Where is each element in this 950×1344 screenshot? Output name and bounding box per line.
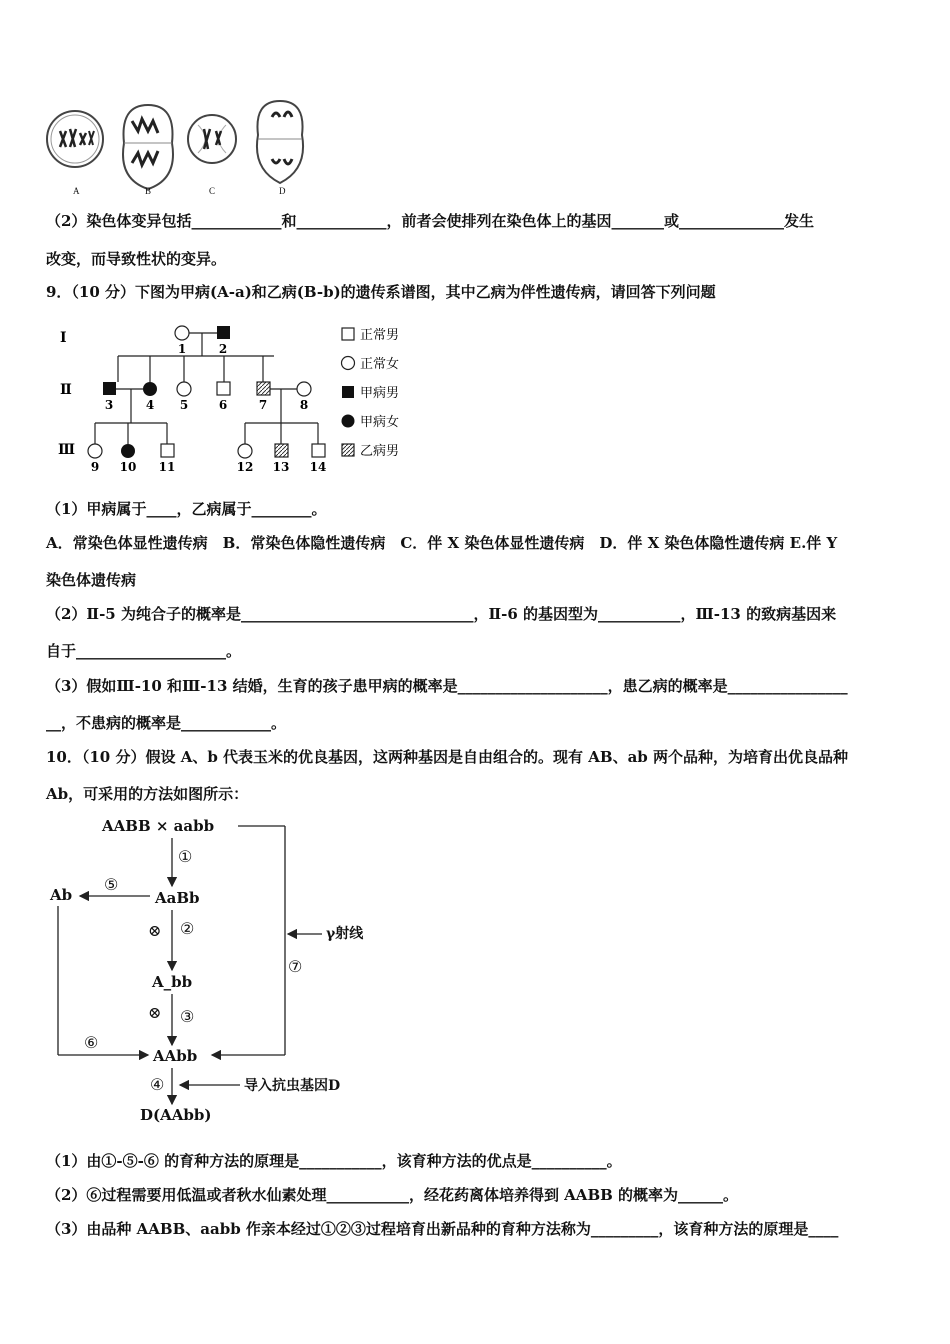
diagram-parents: AABB × aabb [102,817,215,835]
ped-num-4: 4 [145,398,155,412]
ped-3 [103,382,116,395]
ped-12 [238,444,252,458]
ped-num-11: 11 [158,460,176,474]
q8-part2-line2: 改变，而导致性状的变异。 [46,250,227,268]
ped-num-8: 8 [299,398,309,412]
gen-label-2: Ⅱ [60,382,72,398]
ped-num-12: 12 [236,460,254,474]
q9-part3-line1: （3）假如Ⅲ-10 和Ⅲ-13 结婚，生育的孩子患甲病的概率是____________________，患乙病的概率是________________ [46,677,848,695]
gene-label: 导入抗虫基因D [244,1078,341,1094]
cell-label-b: B [145,186,152,196]
ped-4 [143,382,157,396]
q8-part2-line1: （2）染色体变异包括____________和____________，前者会使排列在染色体上的基因_______或______________发生 [46,212,814,230]
cell-a [47,111,103,167]
step-4: ④ [150,1075,165,1094]
ped-10 [121,444,135,458]
cell-b [123,105,173,189]
diagram-mid: A_bb [152,973,193,991]
step-5: ⑤ [104,875,119,894]
gen-label-3: Ⅲ [58,442,76,458]
step-3: ③ [180,1007,195,1026]
ped-5 [177,382,191,396]
q10-part1: （1）由①-⑤-⑥ 的育种方法的原理是___________，该育种方法的优点是__________。 [46,1152,622,1170]
ped-9 [88,444,102,458]
cell-d [257,101,303,183]
step-1: ① [178,847,193,866]
gamma-label: γ射线 [326,926,364,942]
self-symbol-2: ⊗ [148,1003,162,1022]
ped-num-1: 1 [177,342,187,356]
q9-part1: （1）甲病属于____，乙病属于________。 [46,500,327,518]
legend-a-female: 甲病女 [360,415,400,430]
q9-options-line2: 染色体遗传病 [46,571,137,589]
ped-11 [161,444,174,457]
q9-part3-line2: __，不患病的概率是____________。 [46,714,287,732]
ped-2 [217,326,230,339]
legend-normal-male: 正常男 [360,328,400,343]
q9-options-line1: A．常染色体显性遗传病 B．常染色体隐性遗传病 C．伴 X 染色体显性遗传病 D．伴 X 染色体隐性遗传病 E.伴 Y [46,534,838,552]
diagram-f1: AaBb [155,889,200,907]
ped-14 [312,444,325,457]
diagram-left-product: Ab [50,886,73,904]
q9-header: 9．（10 分）下图为甲病(A-a)和乙病(B-b)的遗传系谱图，其中乙病为伴性遗传病，请回答下列问题 [46,283,716,301]
ped-8 [297,382,311,396]
gen-label-1: Ⅰ [60,330,67,346]
cell-label-d: D [279,186,286,196]
ped-num-13: 13 [272,460,290,474]
ped-num-10: 10 [119,460,137,474]
cell-c [188,115,236,163]
ped-13 [275,444,288,457]
legend-b-male: 乙病男 [360,444,400,459]
legend-normal-female: 正常女 [360,357,400,372]
q10-header-line2: Ab，可采用的方法如图所示： [46,785,249,803]
q9-part2-line2: 自于____________________。 [46,642,242,660]
q9-part2-line1: （2）Ⅱ-5 为纯合子的概率是_______________________________，Ⅱ-6 的基因型为___________，Ⅲ-13 的致病基因来 [46,605,837,623]
pedigree-chart [50,318,430,480]
q10-part3: （3）由品种 AABB、aabb 作亲本经过①②③过程培育出新品种的育种方法称为_________，该育种方法的原理是____ [46,1220,839,1238]
ped-num-9: 9 [90,460,100,474]
legend-a-male: 甲病男 [360,386,400,401]
q10-header-line1: 10．（10 分）假设 A、b 代表玉米的优良基因，这两种基因是自由组合的。现有 AB、ab 两个品种，为培育出优良品种 [46,748,849,766]
step-6: ⑥ [84,1033,99,1052]
ped-num-7: 7 [258,398,268,412]
ped-6 [217,382,230,395]
self-symbol-1: ⊗ [148,921,162,940]
cell-label-c: C [209,186,216,196]
ped-num-5: 5 [179,398,189,412]
cell-division-figure [40,95,320,200]
ped-num-6: 6 [218,398,228,412]
ped-7 [257,382,270,395]
diagram-target: AAbb [153,1047,198,1065]
cell-label-a: A [73,186,80,196]
diagram-final: D(AAbb) [140,1106,212,1124]
ped-1 [175,326,189,340]
ped-num-14: 14 [309,460,327,474]
q10-part2: （2）⑥过程需要用低温或者秋水仙素处理___________，经花药离体培养得到 AABB 的概率为______。 [46,1186,739,1204]
pedigree-legend [342,327,400,459]
step-7: ⑦ [288,957,303,976]
ped-num-3: 3 [104,398,114,412]
ped-num-2: 2 [218,342,228,356]
breeding-diagram [40,812,400,1130]
step-2: ② [180,919,195,938]
